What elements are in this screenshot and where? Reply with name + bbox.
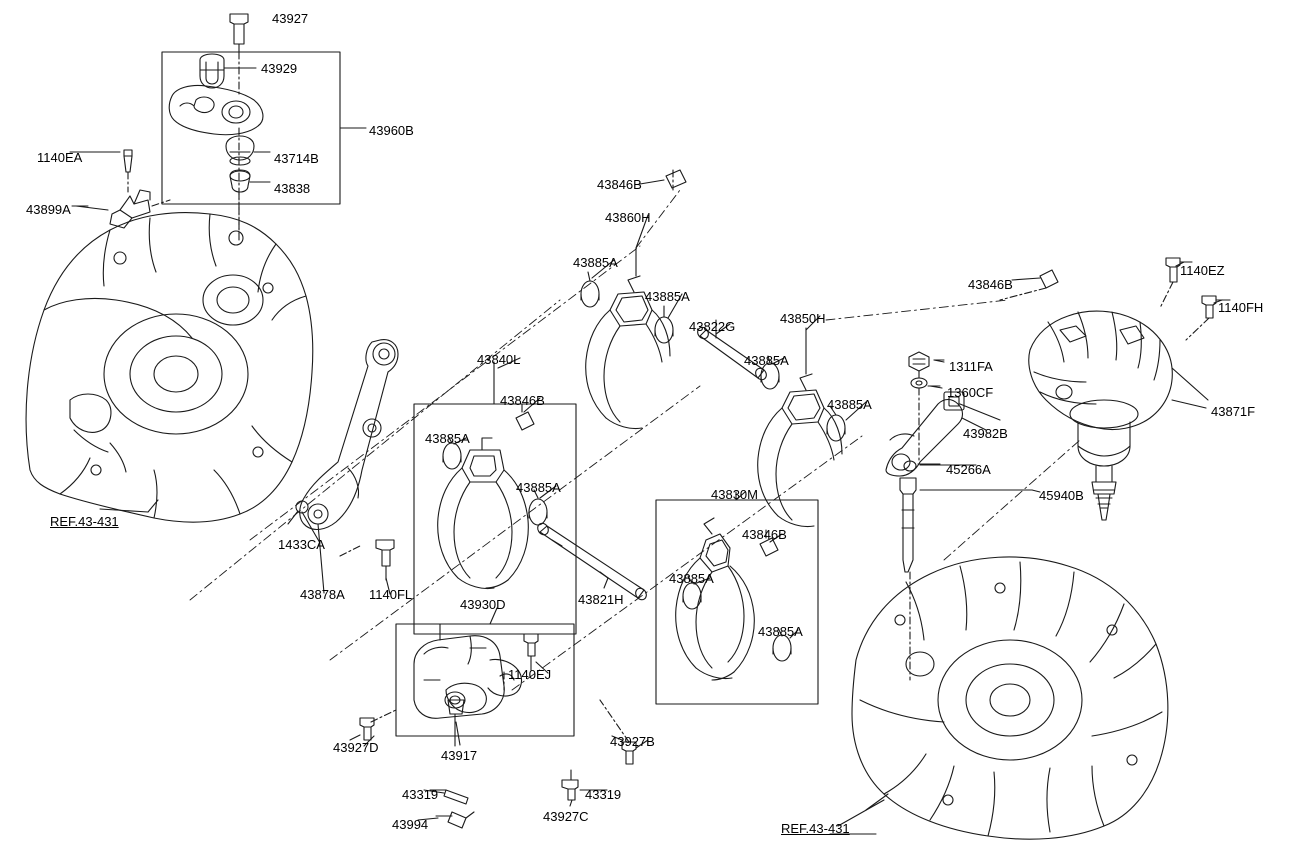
part-label-43871F: 43871F: [1211, 404, 1256, 419]
part-label-43846B-top: 43846B: [597, 177, 642, 192]
part-label-43319-a: 43319: [402, 787, 439, 802]
part-label-43885A-5: 43885A: [425, 431, 470, 446]
part-label-43917: 43917: [441, 748, 478, 763]
part-label-43846B-low: 43846B: [742, 527, 787, 542]
part-label-43994: 43994: [392, 817, 429, 832]
part-label-43850H: 43850H: [780, 311, 826, 326]
part-label-1311FA: 1311FA: [949, 359, 993, 374]
part-label-43885A-6: 43885A: [516, 480, 561, 495]
part-label-43885A-7: 43885A: [669, 571, 714, 586]
part-label-1140EZ: 1140EZ: [1180, 263, 1225, 278]
part-label-1360CF: 1360CF: [947, 385, 994, 400]
transmission-case-right: [830, 557, 1168, 839]
part-label-1140EA: 1140EA: [37, 150, 83, 165]
shift-cable-bracket-assembly-box: [162, 11, 366, 204]
part-label-1140EJ: 1140EJ: [508, 667, 552, 682]
part-label-43840L: 43840L: [477, 352, 521, 367]
reference-label-left: REF.43-431: [50, 514, 119, 529]
part-label-1140FL: 1140FL: [369, 587, 413, 602]
part-label-43846B-mid: 43846B: [968, 277, 1013, 292]
part-label-43885A-1: 43885A: [573, 255, 618, 270]
part-label-43885A-2: 43885A: [645, 289, 690, 304]
part-label-43899A: 43899A: [26, 202, 71, 217]
part-label-43885A-4: 43885A: [827, 397, 872, 412]
part-label-43821H: 43821H: [578, 592, 624, 607]
part-label-43319-b: 43319: [585, 787, 622, 802]
part-label-1140FH: 1140FH: [1218, 300, 1264, 315]
part-label-43927B: 43927B: [610, 734, 655, 749]
control-shaft-assembly: [886, 352, 1032, 680]
part-label-43885A-3: 43885A: [744, 353, 789, 368]
reference-label-right: REF.43-431: [781, 821, 850, 836]
part-label-43930D: 43930D: [460, 597, 506, 612]
part-label-43830M: 43830M: [711, 487, 758, 502]
part-label-43927D: 43927D: [333, 740, 379, 755]
part-label-45266A: 45266A: [946, 462, 991, 477]
part-label-45940B: 45940B: [1039, 488, 1084, 503]
part-label-43929: 43929: [261, 61, 298, 76]
part-label-43927: 43927: [272, 11, 309, 26]
part-label-43846B-left: 43846B: [500, 393, 545, 408]
part-label-43838: 43838: [274, 181, 311, 196]
part-label-43822G: 43822G: [689, 319, 736, 334]
part-label-43982B: 43982B: [963, 426, 1008, 441]
part-label-43885A-8: 43885A: [758, 624, 803, 639]
shift-fork-43840L-box: [414, 362, 576, 634]
part-label-43960B: 43960B: [369, 123, 414, 138]
lower-fasteners: [350, 700, 636, 828]
part-label-43860H: 43860H: [605, 210, 651, 225]
shift-rail-43821H: [536, 521, 649, 602]
shift-control-actuator-43871F: [1029, 258, 1230, 520]
part-label-1433CA: 1433CA: [278, 537, 325, 552]
part-label-43878A: 43878A: [300, 587, 345, 602]
part-label-43714B: 43714B: [274, 151, 319, 166]
part-label-43927C: 43927C: [543, 809, 589, 824]
shift-fork-43850H: [758, 270, 1058, 527]
